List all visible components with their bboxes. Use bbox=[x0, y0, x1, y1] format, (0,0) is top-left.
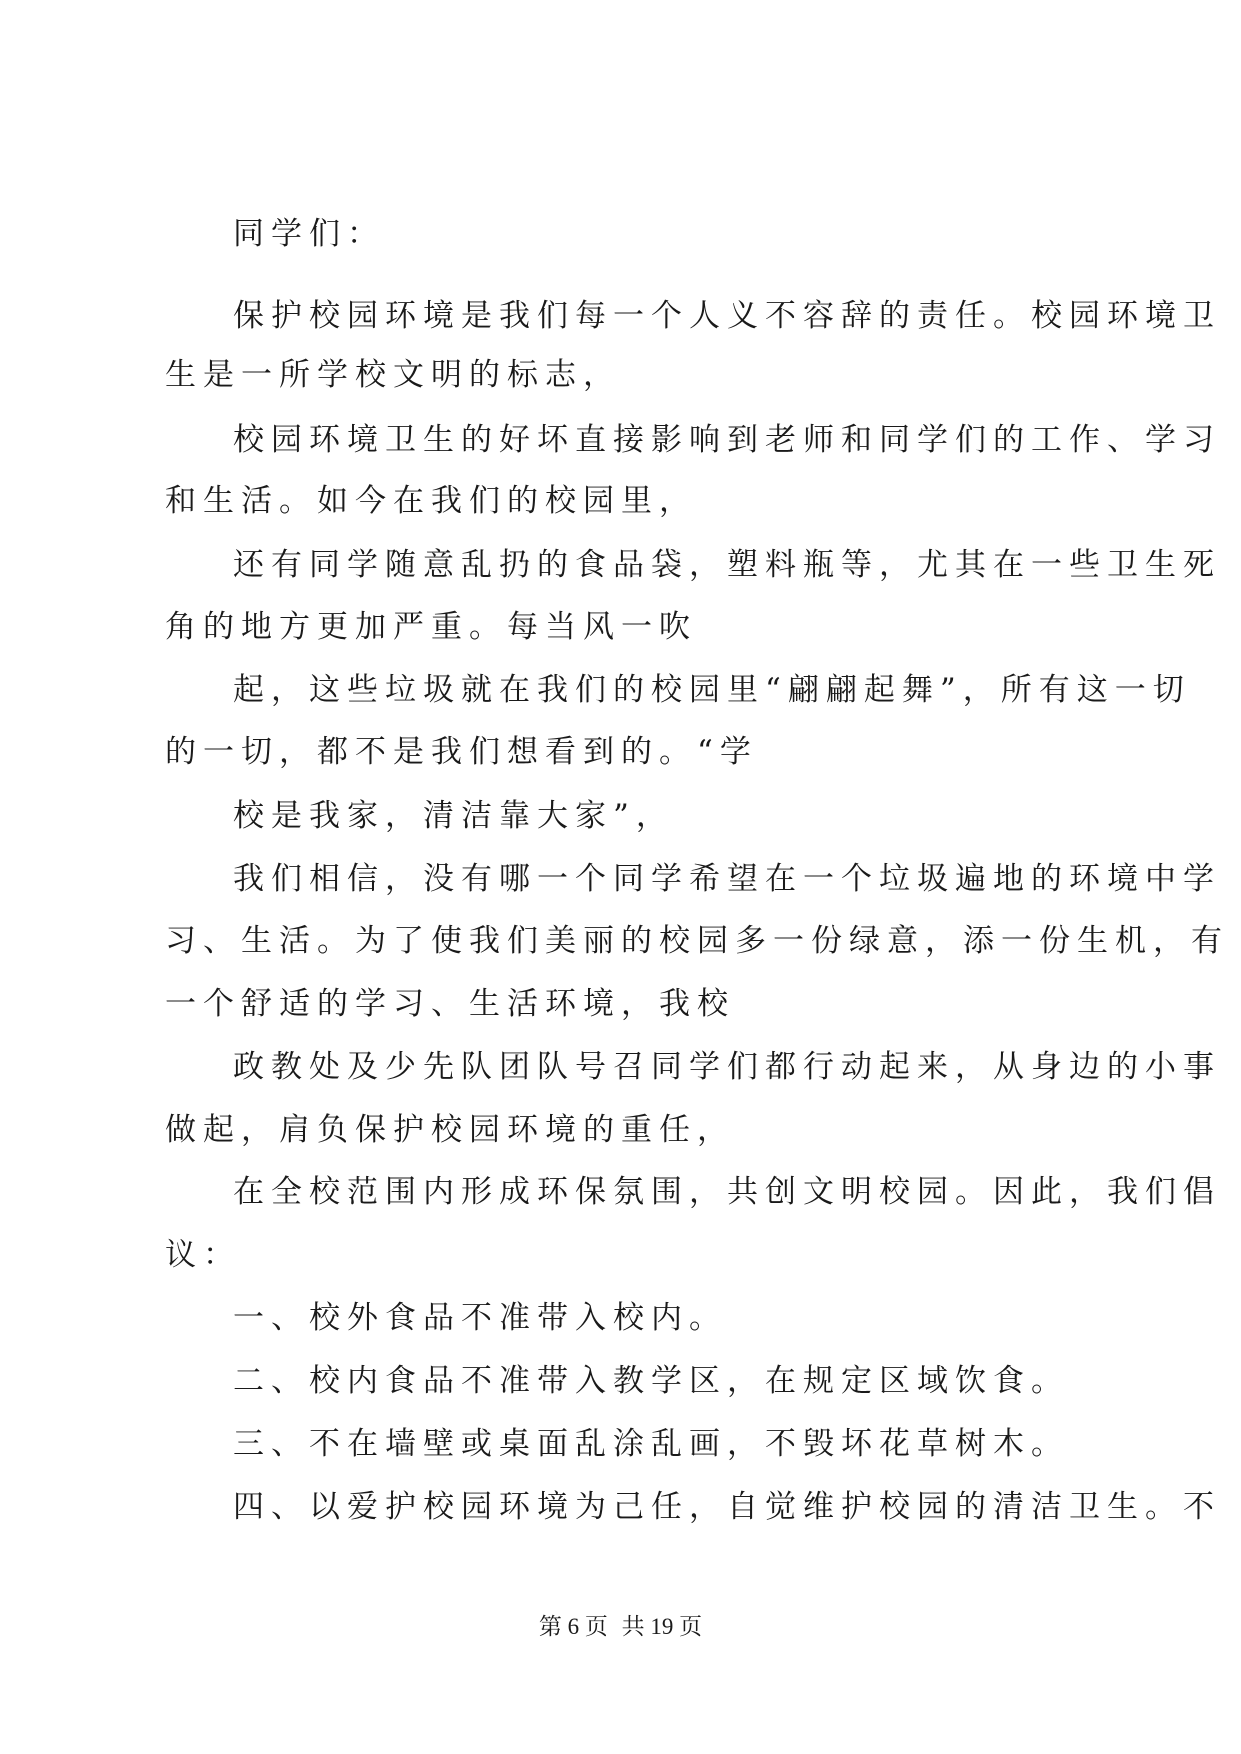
paragraph-line: 角的地方更加严重。每当风一吹 bbox=[165, 609, 697, 645]
list-item: 一、校外食品不准带入校内。 bbox=[233, 1300, 727, 1336]
list-item: 三、不在墙壁或桌面乱涂乱画，不毁坏花草树木。 bbox=[233, 1426, 1069, 1462]
paragraph-line: 和生活。如今在我们的校园里， bbox=[165, 483, 697, 519]
paragraph-line: 校园环境卫生的好坏直接影响到老师和同学们的工作、学习 bbox=[233, 422, 1221, 458]
list-item: 四、以爱护校园环境为己任，自觉维护校园的清洁卫生。不 bbox=[233, 1489, 1221, 1525]
paragraph-line: 一个舒适的学习、生活环境，我校 bbox=[165, 986, 735, 1022]
paragraph-line: 我们相信，没有哪一个同学希望在一个垃圾遍地的环境中学 bbox=[233, 861, 1221, 897]
paragraph-line: 的一切，都不是我们想看到的。“学 bbox=[165, 734, 758, 770]
paragraph-line: 还有同学随意乱扔的食品袋，塑料瓶等，尤其在一些卫生死 bbox=[233, 547, 1221, 583]
salutation: 同学们： bbox=[233, 216, 385, 252]
page-number: 第 6 页 bbox=[538, 1614, 608, 1639]
page-total: 共 19 页 bbox=[621, 1614, 703, 1639]
paragraph-line: 做起，肩负保护校园环境的重任， bbox=[165, 1112, 735, 1148]
paragraph-line: 起，这些垃圾就在我们的校园里“翩翩起舞”，所有这一切 bbox=[233, 672, 1191, 708]
paragraph-line: 议： bbox=[165, 1237, 241, 1273]
list-item: 二、校内食品不准带入教学区，在规定区域饮食。 bbox=[233, 1363, 1069, 1399]
paragraph-line: 生是一所学校文明的标志， bbox=[165, 357, 621, 393]
paragraph-line: 习、生活。为了使我们美丽的校园多一份绿意，添一份生机，有 bbox=[165, 923, 1229, 959]
paragraph-line: 保护校园环境是我们每一个人义不容辞的责任。校园环境卫 bbox=[233, 298, 1221, 334]
paragraph-line: 校是我家，清洁靠大家”， bbox=[233, 798, 674, 834]
paragraph-line: 在全校范围内形成环保氛围，共创文明校园。因此，我们倡 bbox=[233, 1174, 1221, 1210]
paragraph-line: 政教处及少先队团队号召同学们都行动起来，从身边的小事 bbox=[233, 1049, 1221, 1085]
page-footer bbox=[0, 1612, 1241, 1642]
